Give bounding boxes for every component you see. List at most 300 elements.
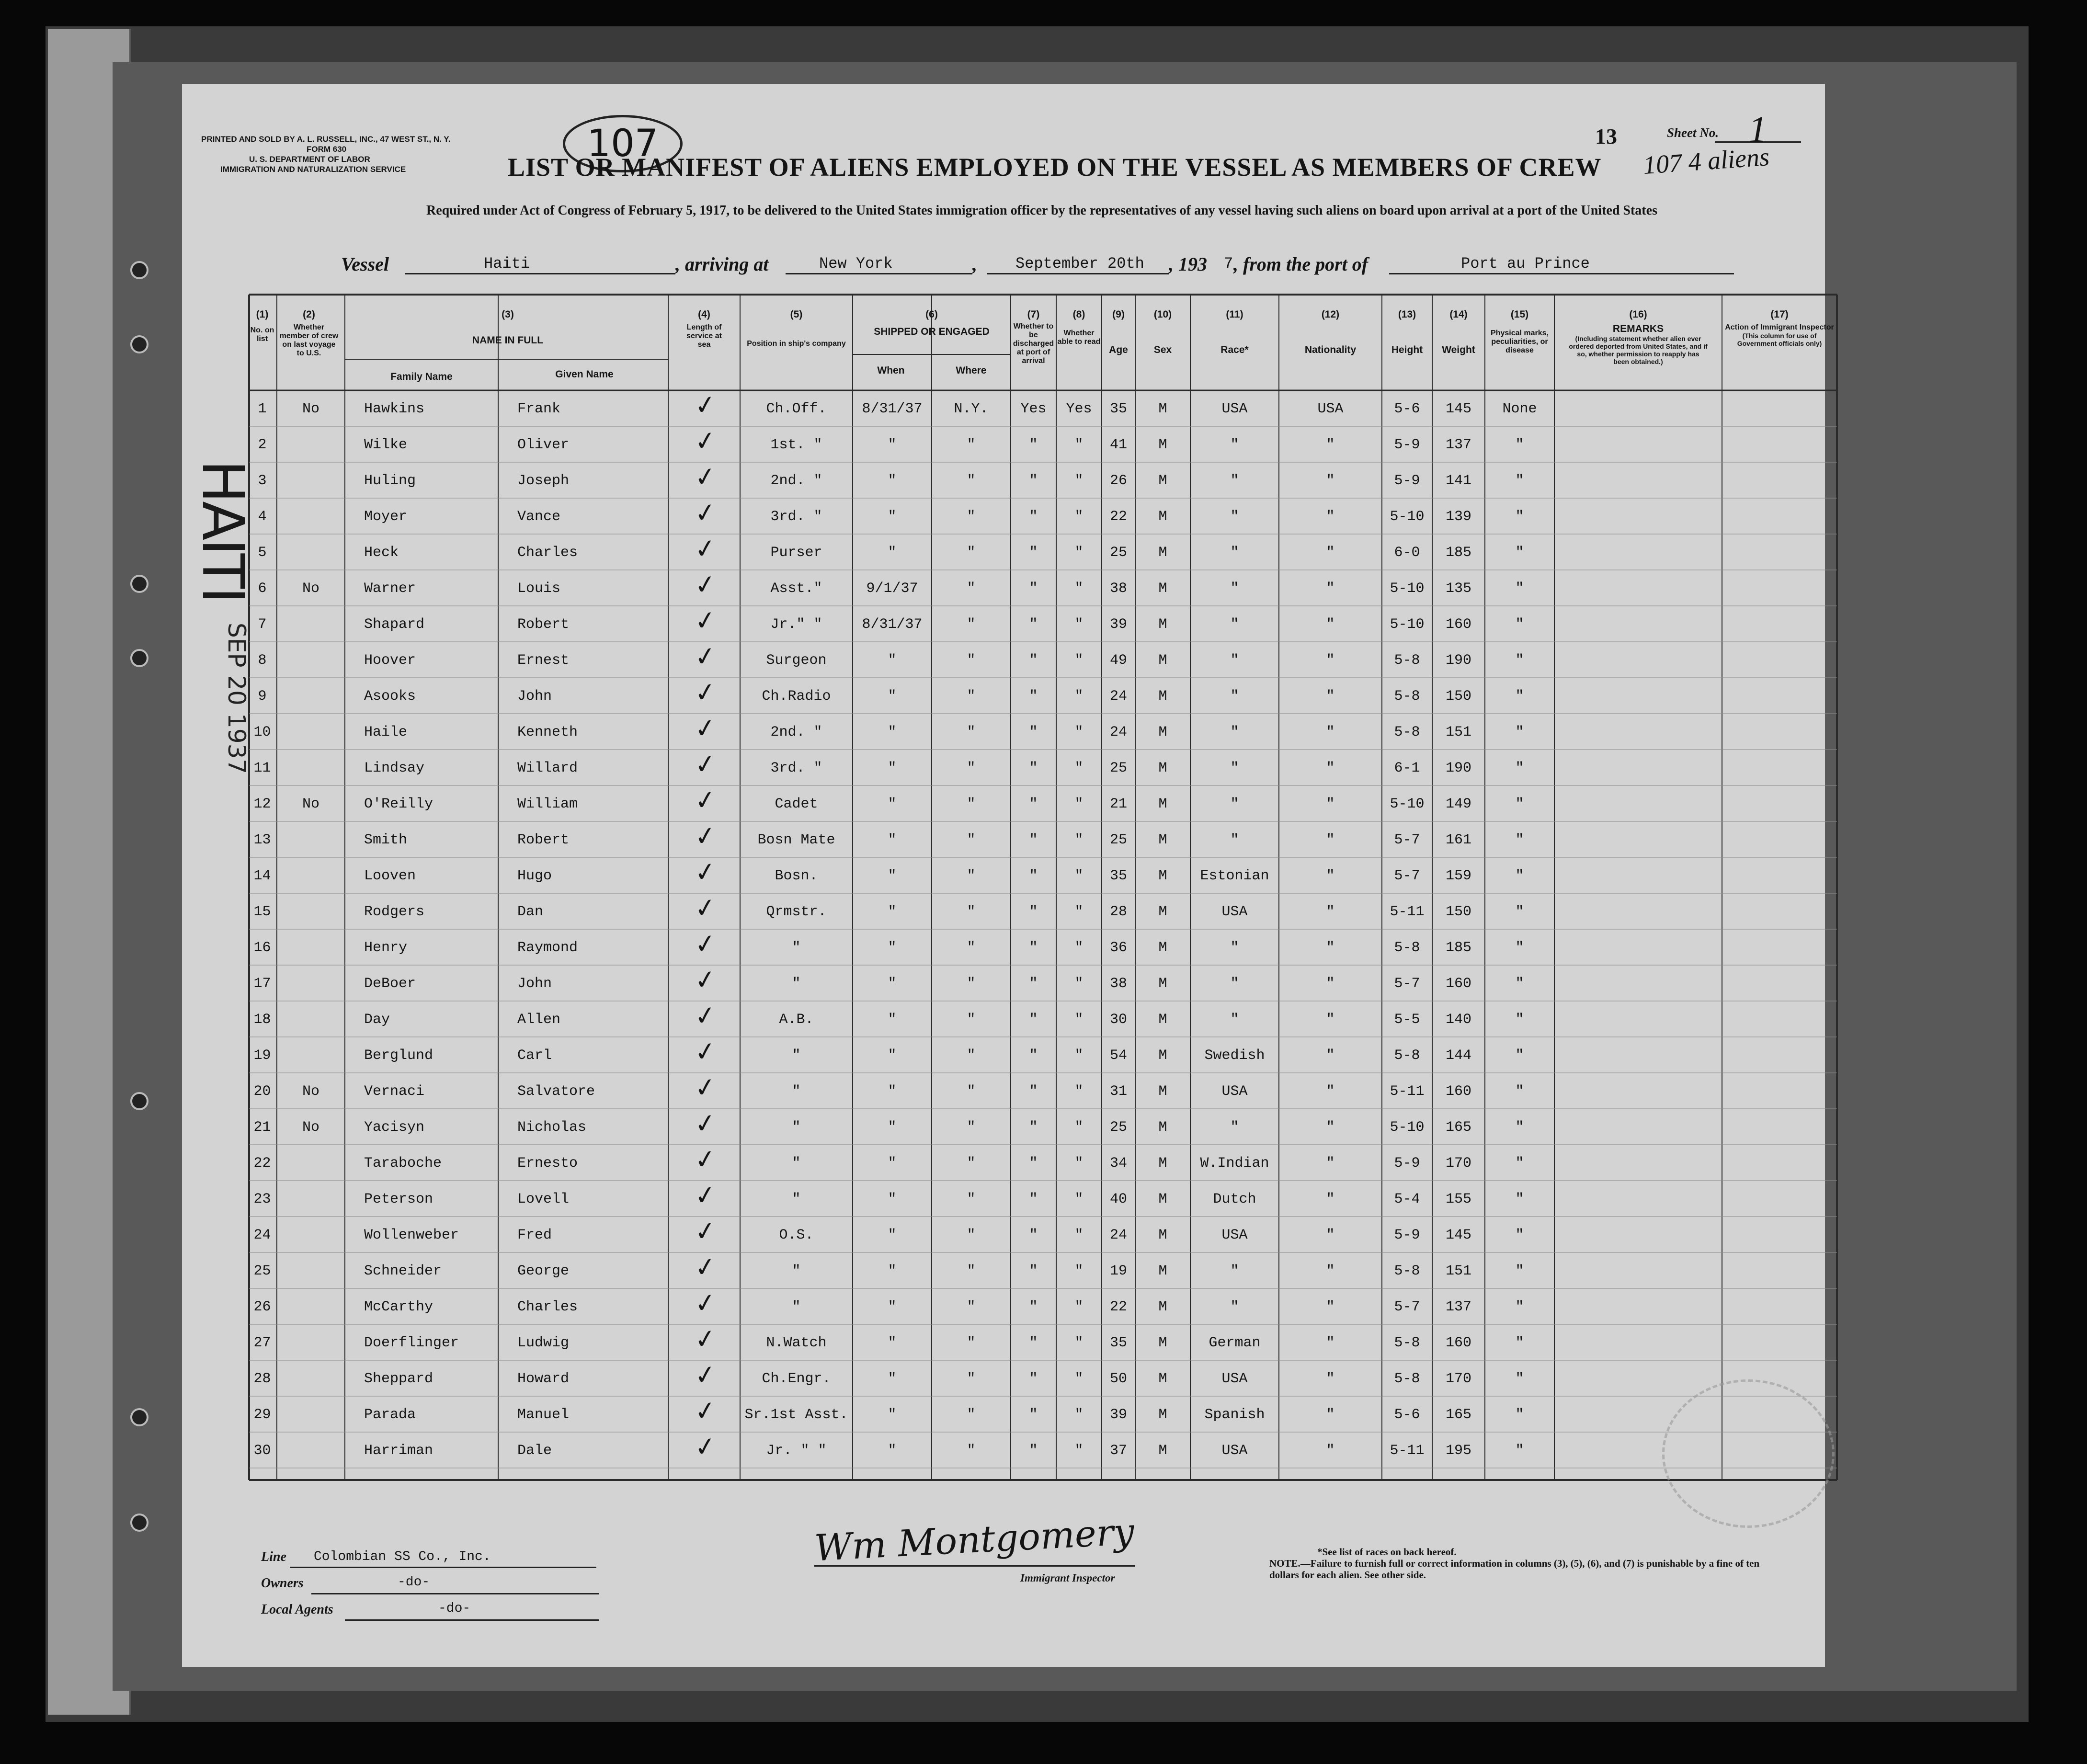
sex: M	[1158, 724, 1167, 740]
given-name: Ludwig	[517, 1335, 570, 1351]
able-to-read: "	[1074, 976, 1083, 992]
nationality: "	[1326, 1443, 1335, 1459]
able-to-read: "	[1074, 545, 1083, 561]
position: "	[792, 1119, 801, 1136]
vessel-name: Haiti	[484, 255, 530, 273]
family-name: Asooks	[364, 688, 416, 705]
physical-marks: "	[1515, 580, 1524, 597]
weight: 170	[1445, 1155, 1471, 1172]
shipped-where: "	[967, 796, 976, 812]
owners-value: -do-	[398, 1575, 430, 1590]
form-line: FORM 630	[307, 145, 347, 154]
given-name: Frank	[517, 401, 561, 417]
nationality: "	[1326, 437, 1335, 453]
col13-header: (13) Height	[1391, 309, 1423, 355]
arriving-label: , arriving at	[675, 253, 769, 275]
sex: M	[1158, 1407, 1167, 1423]
service-checkmark-icon: ✓	[692, 927, 718, 960]
service-checkmark-icon: ✓	[692, 1430, 718, 1463]
given-name: Allen	[517, 1012, 561, 1028]
year-digit: 7	[1224, 255, 1233, 273]
vessel-label: Vessel	[341, 253, 389, 275]
col12-header: (12) Nationality	[1304, 309, 1357, 355]
able-to-read: "	[1074, 1083, 1083, 1100]
family-name: Wollenweber	[364, 1227, 459, 1243]
age: 25	[1109, 1119, 1127, 1136]
row-number: 7	[258, 616, 267, 633]
shipped-where: "	[967, 652, 976, 669]
inspector-caption: Immigrant Inspector	[1020, 1572, 1115, 1584]
shipped-when: "	[888, 1083, 897, 1100]
physical-marks: "	[1515, 796, 1524, 812]
weight: 159	[1445, 868, 1471, 884]
discharged: "	[1029, 1191, 1038, 1207]
family-name: Looven	[364, 868, 416, 884]
weight: 195	[1445, 1443, 1471, 1459]
line-label: Line	[261, 1549, 286, 1564]
discharged: "	[1029, 545, 1038, 561]
service-checkmark-icon: ✓	[692, 1107, 718, 1140]
sex: M	[1158, 688, 1167, 705]
discharged: Yes	[1020, 401, 1047, 417]
row-number: 25	[253, 1263, 271, 1279]
discharged: "	[1029, 473, 1038, 489]
physical-marks: "	[1515, 1299, 1524, 1315]
position: Bosn Mate	[757, 832, 835, 848]
weight: 149	[1445, 796, 1471, 812]
age: 34	[1109, 1155, 1127, 1172]
col11-header: (11) Race*	[1220, 309, 1249, 355]
race: "	[1230, 437, 1239, 453]
service-checkmark-icon: ✓	[692, 1035, 718, 1068]
race: USA	[1221, 1083, 1248, 1100]
sex: M	[1158, 1371, 1167, 1387]
sex: M	[1158, 796, 1167, 812]
height: 5-8	[1394, 1371, 1420, 1387]
able-to-read: "	[1074, 1155, 1083, 1172]
shipped-when: "	[888, 1263, 897, 1279]
position: Surgeon	[766, 652, 827, 669]
height: 6-1	[1394, 760, 1420, 776]
physical-marks: "	[1515, 1191, 1524, 1207]
service-checkmark-icon: ✓	[692, 496, 718, 529]
shipped-where: "	[967, 509, 976, 525]
shipped-where: "	[967, 1443, 976, 1459]
family-name: Shapard	[364, 616, 425, 633]
line-field	[261, 1549, 491, 1565]
race: "	[1230, 760, 1239, 776]
height: 5-8	[1394, 940, 1420, 956]
weight: 150	[1445, 688, 1471, 705]
physical-marks: "	[1515, 1083, 1524, 1100]
weight: 145	[1445, 401, 1471, 417]
signature-line	[814, 1565, 1135, 1567]
from-port-label: , from the port of	[1233, 253, 1369, 275]
given-name: Ernest	[517, 652, 570, 669]
shipped-when: "	[888, 904, 897, 920]
race: "	[1230, 509, 1239, 525]
agents-label: Local Agents	[261, 1602, 333, 1617]
position: Asst."	[770, 580, 822, 597]
service-line: IMMIGRATION AND NATURALIZATION SERVICE	[220, 165, 406, 174]
age: 25	[1109, 760, 1127, 776]
height: 5-10	[1390, 796, 1425, 812]
col2-header: (2) Whether member of crew on last voyage to U.S.	[279, 309, 339, 357]
shipped-where: "	[967, 904, 976, 920]
col5-header: (5) Position in ship's company	[747, 309, 846, 348]
family-name: Doerflinger	[364, 1335, 459, 1351]
shipped-when: "	[888, 652, 897, 669]
given-name: Vance	[517, 509, 561, 525]
family-name: Smith	[364, 832, 408, 848]
when-header: When	[877, 365, 905, 376]
vessel-line: Vessel Haiti , arriving at New York , September 20th , 193 7 , from the port of Port au Prince	[0, 249, 2087, 278]
sheet-number: 1	[1748, 108, 1767, 150]
physical-marks: None	[1502, 401, 1537, 417]
family-name: Yacisyn	[364, 1119, 425, 1136]
shipped-where: "	[967, 688, 976, 705]
able-to-read: "	[1074, 1119, 1083, 1136]
family-name: Schneider	[364, 1263, 442, 1279]
shipped-where: "	[967, 832, 976, 848]
weight: 144	[1445, 1047, 1471, 1064]
service-checkmark-icon: ✓	[692, 1179, 718, 1212]
age: 36	[1109, 940, 1127, 956]
shipped-where: "	[967, 1155, 976, 1172]
sex: M	[1158, 904, 1167, 920]
form-number-circled: 107	[563, 115, 683, 172]
race: "	[1230, 940, 1239, 956]
age: 19	[1109, 1263, 1127, 1279]
position: A.B.	[779, 1012, 814, 1028]
discharged: "	[1029, 1299, 1038, 1315]
row-number: 5	[258, 545, 267, 561]
race: "	[1230, 545, 1239, 561]
race: "	[1230, 832, 1239, 848]
shipped-where: "	[967, 437, 976, 453]
height: 5-10	[1390, 1119, 1425, 1136]
discharged: "	[1029, 1083, 1038, 1100]
physical-marks: "	[1515, 509, 1524, 525]
discharged: "	[1029, 1443, 1038, 1459]
row-number: 11	[253, 760, 271, 776]
given-name: Hugo	[517, 868, 552, 884]
sex: M	[1158, 1047, 1167, 1064]
given-name: Lovell	[517, 1191, 570, 1207]
service-checkmark-icon: ✓	[692, 1071, 718, 1104]
side-stamp-date: SEP 20 1937	[223, 623, 251, 774]
discharged: "	[1029, 760, 1038, 776]
weight: 151	[1445, 724, 1471, 740]
position: O.S.	[779, 1227, 814, 1243]
sex: M	[1158, 1012, 1167, 1028]
side-stamp-haiti: HAITI	[189, 460, 256, 602]
col9-header: (9) Age	[1109, 309, 1128, 355]
sex: M	[1158, 401, 1167, 417]
nationality: "	[1326, 1155, 1335, 1172]
height: 5-6	[1394, 401, 1420, 417]
shipped-where: N.Y.	[954, 401, 989, 417]
race: "	[1230, 796, 1239, 812]
shipped-when: 8/31/37	[862, 401, 923, 417]
height: 5-4	[1394, 1191, 1420, 1207]
agents-field	[261, 1601, 471, 1617]
height: 5-11	[1390, 1443, 1425, 1459]
physical-marks: "	[1515, 652, 1524, 669]
race: "	[1230, 652, 1239, 669]
able-to-read: Yes	[1066, 401, 1092, 417]
row-number: 9	[258, 688, 267, 705]
able-to-read: "	[1074, 868, 1083, 884]
service-checkmark-icon: ✓	[692, 1251, 718, 1284]
discharged: "	[1029, 940, 1038, 956]
shipped-when: "	[888, 545, 897, 561]
physical-marks: "	[1515, 868, 1524, 884]
physical-marks: "	[1515, 473, 1524, 489]
height: 5-7	[1394, 832, 1420, 848]
able-to-read: "	[1074, 1047, 1083, 1064]
discharged: "	[1029, 688, 1038, 705]
col17-header: (17) Action of Immigrant Inspector (This column for use of Government officials only)	[1725, 309, 1834, 347]
age: 37	[1109, 1443, 1127, 1459]
able-to-read: "	[1074, 832, 1083, 848]
position: 2nd. "	[770, 473, 822, 489]
family-name: Peterson	[364, 1191, 433, 1207]
able-to-read: "	[1074, 940, 1083, 956]
given-name: William	[517, 796, 578, 812]
shipped-when: "	[888, 868, 897, 884]
race: "	[1230, 1263, 1239, 1279]
shipped-when: "	[888, 832, 897, 848]
service-checkmark-icon: ✓	[692, 1394, 718, 1427]
row-number: 3	[258, 473, 267, 489]
sex: M	[1158, 1335, 1167, 1351]
service-checkmark-icon: ✓	[692, 712, 718, 745]
age: 49	[1109, 652, 1127, 669]
able-to-read: "	[1074, 1227, 1083, 1243]
shipped-where: "	[967, 868, 976, 884]
sex: M	[1158, 437, 1167, 453]
shipped-where: "	[967, 616, 976, 633]
age: 22	[1109, 509, 1127, 525]
physical-marks: "	[1515, 1371, 1524, 1387]
nationality: "	[1326, 976, 1335, 992]
height: 5-8	[1394, 1335, 1420, 1351]
page-number: 13	[1595, 124, 1617, 148]
sex: M	[1158, 509, 1167, 525]
service-checkmark-icon: ✓	[692, 1322, 718, 1355]
discharged: "	[1029, 976, 1038, 992]
height: 5-8	[1394, 652, 1420, 669]
given-name: Howard	[517, 1371, 570, 1387]
family-name: Harriman	[364, 1443, 433, 1459]
service-checkmark-icon: ✓	[692, 676, 718, 709]
race: "	[1230, 580, 1239, 597]
year-prefix: , 193	[1169, 253, 1207, 275]
weight: 170	[1445, 1371, 1471, 1387]
given-name-header: Given Name	[555, 369, 614, 380]
sex: M	[1158, 1443, 1167, 1459]
row-number: 29	[253, 1407, 271, 1423]
family-name: Henry	[364, 940, 408, 956]
race: "	[1230, 1299, 1239, 1315]
arriving-port: New York	[819, 255, 893, 273]
age: 25	[1109, 832, 1127, 848]
col8-header: (8) Whether able to read	[1057, 309, 1101, 346]
height: 5-9	[1394, 437, 1420, 453]
col4-header: (4) Length of service at sea	[686, 309, 722, 349]
given-name: Raymond	[517, 940, 578, 956]
discharged: "	[1029, 1012, 1038, 1028]
agents-value: -do-	[438, 1601, 471, 1616]
race: Dutch	[1213, 1191, 1256, 1207]
row-number: 8	[258, 652, 267, 669]
shipped-when: "	[888, 940, 897, 956]
height: 5-8	[1394, 688, 1420, 705]
nationality: "	[1326, 1083, 1335, 1100]
shipped-when: "	[888, 1371, 897, 1387]
owners-label: Owners	[261, 1576, 304, 1591]
able-to-read: "	[1074, 796, 1083, 812]
discharged: "	[1029, 616, 1038, 633]
physical-marks: "	[1515, 688, 1524, 705]
manifest-title: LIST OR MANIFEST OF ALIENS EMPLOYED ON THE VESSEL AS MEMBERS OF CREW	[508, 153, 1602, 182]
race: USA	[1221, 1443, 1248, 1459]
row-number: 21	[253, 1119, 271, 1136]
physical-marks: "	[1515, 940, 1524, 956]
row-number: 2	[258, 437, 267, 453]
row-number: 24	[253, 1227, 271, 1243]
height: 5-6	[1394, 1407, 1420, 1423]
weight: 161	[1445, 832, 1471, 848]
shipped-when: "	[888, 1012, 897, 1028]
position: "	[792, 1047, 801, 1064]
service-checkmark-icon: ✓	[692, 460, 718, 493]
nationality: "	[1326, 760, 1335, 776]
nationality: "	[1326, 904, 1335, 920]
position: Ch.Radio	[762, 688, 831, 705]
able-to-read: "	[1074, 904, 1083, 920]
physical-marks: "	[1515, 724, 1524, 740]
shipped-where: "	[967, 1227, 976, 1243]
physical-marks: "	[1515, 1012, 1524, 1028]
position: Jr. " "	[766, 1443, 827, 1459]
family-name: Wilke	[364, 437, 408, 453]
nationality: "	[1326, 616, 1335, 633]
given-name: Joseph	[517, 473, 570, 489]
service-checkmark-icon: ✓	[692, 532, 718, 565]
shipped-when: "	[888, 1443, 897, 1459]
age: 24	[1109, 724, 1127, 740]
family-name: Heck	[364, 545, 399, 561]
nationality: "	[1326, 545, 1335, 561]
physical-marks: "	[1515, 437, 1524, 453]
shipped-when: "	[888, 1335, 897, 1351]
age: 35	[1109, 1335, 1127, 1351]
given-name: Manuel	[517, 1407, 570, 1423]
service-checkmark-icon: ✓	[692, 388, 718, 421]
shipped-where: "	[967, 724, 976, 740]
given-name: Fred	[517, 1227, 552, 1243]
service-checkmark-icon: ✓	[692, 424, 718, 457]
position: 3rd. "	[770, 760, 822, 776]
physical-marks: "	[1515, 1047, 1524, 1064]
family-name: Parada	[364, 1407, 416, 1423]
row-number: 18	[253, 1012, 271, 1028]
shipped-when: "	[888, 1119, 897, 1136]
race: Estonian	[1200, 868, 1269, 884]
shipped-when: "	[888, 976, 897, 992]
shipped-when: 8/31/37	[862, 616, 923, 633]
age: 39	[1109, 616, 1127, 633]
age: 30	[1109, 1012, 1127, 1028]
service-checkmark-icon: ✓	[692, 819, 718, 853]
printer-line: PRINTED AND SOLD BY A. L. RUSSELL, INC., 47 WEST ST., N. Y.	[201, 135, 451, 144]
weight: 160	[1445, 976, 1471, 992]
sheet-label: Sheet No.	[1667, 125, 1719, 140]
position: "	[792, 1155, 801, 1172]
physical-marks: "	[1515, 832, 1524, 848]
weight: 135	[1445, 580, 1471, 597]
position: "	[792, 1299, 801, 1315]
nationality: "	[1326, 1012, 1335, 1028]
race: "	[1230, 724, 1239, 740]
nationality: "	[1326, 940, 1335, 956]
given-name: Carl	[517, 1047, 552, 1064]
service-checkmark-icon: ✓	[692, 784, 718, 817]
row-number: 26	[253, 1299, 271, 1315]
shipped-where: "	[967, 580, 976, 597]
given-name: John	[517, 688, 552, 705]
row-number: 13	[253, 832, 271, 848]
weight: 140	[1445, 1012, 1471, 1028]
height: 5-8	[1394, 1263, 1420, 1279]
physical-marks: "	[1515, 904, 1524, 920]
age: 24	[1109, 1227, 1127, 1243]
given-name: Dan	[517, 904, 544, 920]
height: 5-10	[1390, 616, 1425, 633]
physical-marks: "	[1515, 1263, 1524, 1279]
able-to-read: "	[1074, 1371, 1083, 1387]
able-to-read: "	[1074, 1191, 1083, 1207]
service-checkmark-icon: ✓	[692, 1286, 718, 1320]
height: 5-7	[1394, 976, 1420, 992]
able-to-read: "	[1074, 652, 1083, 669]
physical-marks: "	[1515, 1119, 1524, 1136]
family-name: Vernaci	[364, 1083, 425, 1100]
nationality: "	[1326, 473, 1335, 489]
service-checkmark-icon: ✓	[692, 604, 718, 637]
service-checkmark-icon: ✓	[692, 891, 718, 924]
row-number: 15	[253, 904, 271, 920]
row-number: 22	[253, 1155, 271, 1172]
position: Sr.1st Asst.	[744, 1407, 848, 1423]
height: 6-0	[1394, 545, 1420, 561]
shipped-when: "	[888, 724, 897, 740]
weight: 139	[1445, 509, 1471, 525]
age: 21	[1109, 796, 1127, 812]
position: "	[792, 976, 801, 992]
given-name: Willard	[517, 760, 578, 776]
sex: M	[1158, 652, 1167, 669]
able-to-read: "	[1074, 473, 1083, 489]
age: 25	[1109, 545, 1127, 561]
weight: 190	[1445, 652, 1471, 669]
physical-marks: "	[1515, 1155, 1524, 1172]
family-name: Hawkins	[364, 401, 425, 417]
family-name: Sheppard	[364, 1371, 433, 1387]
race: German	[1209, 1335, 1261, 1351]
